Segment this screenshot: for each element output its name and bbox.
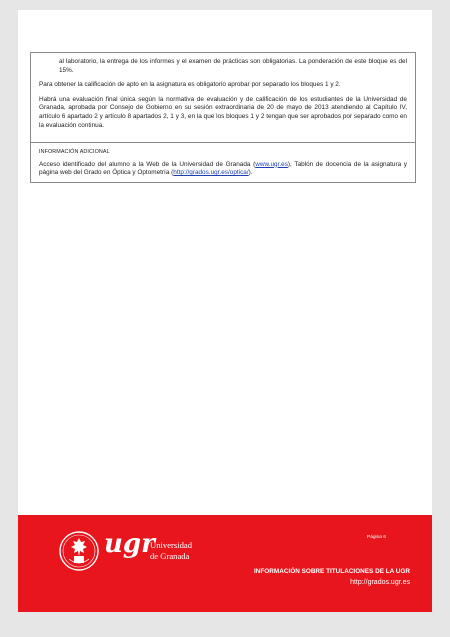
optica-link[interactable]: http://grados.ugr.es/optica/ <box>173 169 249 177</box>
additional-info-text: Acceso identificado del alumno a la Web de la Universidad de Granada (www.ugr.es), Tablón de docencia de la asignatura y página web del Grado en Óptica y Optometría (http://grados.ugr.es/optica/). <box>39 160 407 177</box>
page-number: Página 6 <box>367 535 386 540</box>
evaluation-content <box>31 53 415 142</box>
paragraph-apto: Para obtener la calificación de apto en la asignatura es obligatorio aprobar por separado los bloques 1 y 2. <box>39 81 341 89</box>
titulaciones-info <box>254 566 410 588</box>
footer-band <box>18 515 432 612</box>
evaluation-box <box>30 52 416 183</box>
additional-info-section <box>31 142 415 182</box>
grados-url[interactable]: http://grados.ugr.es <box>350 579 410 586</box>
document-page <box>18 10 432 612</box>
university-seal-icon <box>58 529 100 573</box>
ugr-logo-text: ugr <box>104 529 155 559</box>
titulaciones-title: INFORMACIÓN SOBRE TITULACIONES DE LA UGR <box>254 568 410 575</box>
paragraph-lab-block: al laboratorio, la entrega de los informes y el examen de prácticas son obligatorias. La ponderación de este bloque es del 15%. <box>59 58 407 74</box>
paragraph-final-evaluation: Habrá una evaluación final única según la normativa de evaluación y de calificación de los estudiantes de la Universidad de Granada, aprobada por Consejo de Gobierno en su sesión extraordinaria de 20 de mayo de 2013 atendiendo al Capítulo IV, artículo 6 apartado 2 y artículo 8 apartados 2, 1 y 3, en la que los bloques 1 y 2 tengan que ser aprobados por separado como en la evaluación continua. <box>39 95 407 129</box>
ugr-link[interactable]: www.ugr.es <box>255 160 288 168</box>
university-name: Universidad de Granada <box>150 540 193 561</box>
additional-info-heading: INFORMACIÓN ADICIONAL <box>39 149 110 156</box>
